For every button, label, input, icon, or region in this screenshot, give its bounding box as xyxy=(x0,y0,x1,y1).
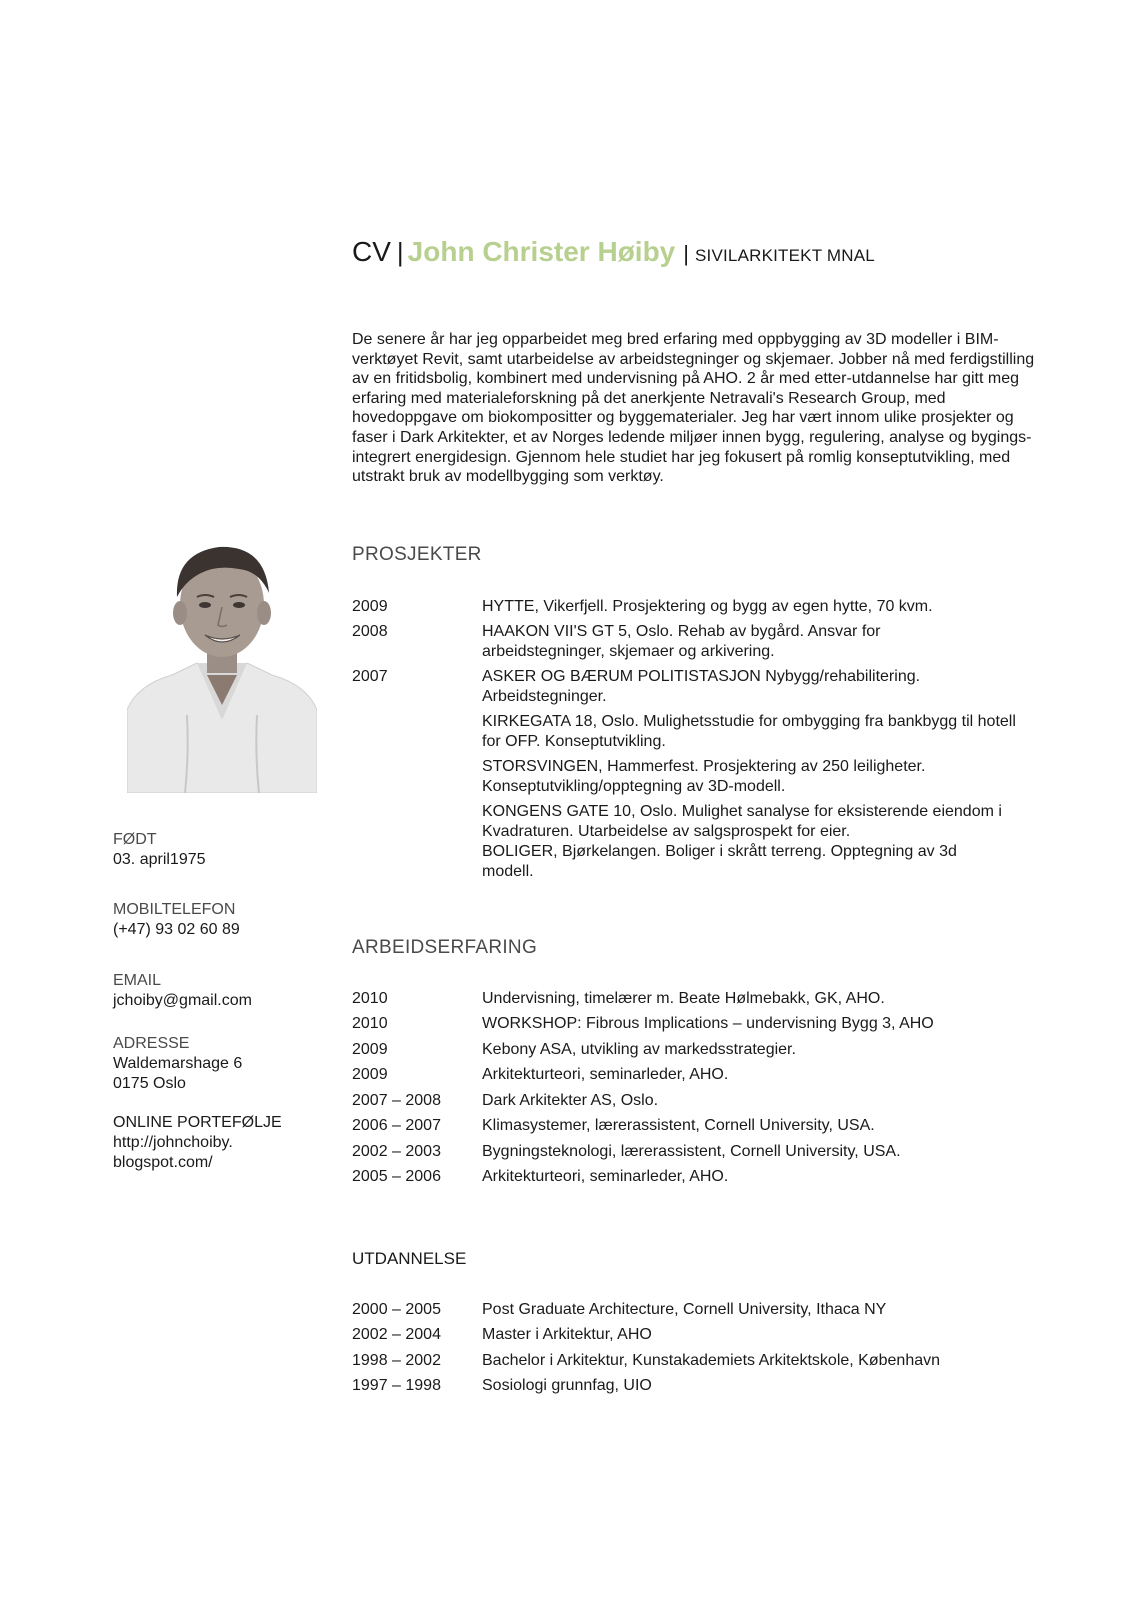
work-year: 2010 xyxy=(352,990,388,1007)
work-year: 2002 – 2003 xyxy=(352,1143,441,1160)
portfolio-link-2[interactable]: blogspot.com/ xyxy=(113,1154,213,1171)
project-text: STORSVINGEN, Hammerfest. Prosjektering av 250 leiligheter. Konseptutvikling/opptegning av 3D-modell. xyxy=(482,758,926,795)
section-work-title: ARBEIDSERFARING xyxy=(352,937,538,958)
section-education-title: UTDANNELSE xyxy=(352,1249,467,1268)
section-projects-title: PROSJEKTER xyxy=(352,544,482,565)
project-text: BOLIGER, Bjørkelangen. Boliger i skrått terreng. Opptegning av 3d modell. xyxy=(482,843,957,880)
title-separator: | xyxy=(396,237,404,267)
address-line-2: 0175 Oslo xyxy=(113,1075,186,1092)
project-year: 2009 xyxy=(352,598,388,615)
sidebar-portfolio xyxy=(113,1113,282,1173)
work-year: 2009 xyxy=(352,1041,388,1058)
work-text: Klimasystemer, lærerassistent, Cornell University, USA. xyxy=(482,1117,875,1134)
education-text: Post Graduate Architecture, Cornell University, Ithaca NY xyxy=(482,1301,887,1318)
cv-label: CV xyxy=(352,236,391,267)
person-role: SIVILARKITEKT MNAL xyxy=(694,246,875,265)
project-text: KIRKEGATA 18, Oslo. Mulighetsstudie for ombygging fra bankbygg til hotell for OFP. Konseptutvikling. xyxy=(482,713,1016,750)
address-line-1: Waldemarshage 6 xyxy=(113,1055,243,1072)
address-label: ADRESSE xyxy=(113,1035,190,1052)
project-year: 2007 xyxy=(352,668,388,685)
work-year: 2005 – 2006 xyxy=(352,1168,441,1185)
sidebar-email xyxy=(113,971,252,1011)
work-text: Undervisning, timelærer m. Beate Hølmebakk, GK, AHO. xyxy=(482,990,885,1007)
project-year: 2008 xyxy=(352,623,388,640)
project-text: HYTTE, Vikerfjell. Prosjektering og bygg av egen hytte, 70 kvm. xyxy=(482,598,933,615)
born-value: 03. april1975 xyxy=(113,851,206,868)
education-year: 1997 – 1998 xyxy=(352,1377,441,1394)
work-text: Bygningsteknologi, lærerassistent, Cornell University, USA. xyxy=(482,1143,901,1160)
work-year: 2006 – 2007 xyxy=(352,1117,441,1134)
email-value: jchoiby@gmail.com xyxy=(113,992,252,1009)
sidebar-born xyxy=(113,830,206,870)
work-text: Arkitekturteori, seminarleder, AHO. xyxy=(482,1168,729,1185)
cv-title xyxy=(352,236,875,268)
education-text: Sosiologi grunnfag, UIO xyxy=(482,1377,652,1394)
project-text: ASKER OG BÆRUM POLITISTASJON Nybygg/rehabilitering. Arbeidstegninger. xyxy=(482,668,921,705)
profile-photo xyxy=(127,535,317,793)
education-text: Master i Arkitektur, AHO xyxy=(482,1326,652,1343)
sidebar-address xyxy=(113,1034,242,1094)
work-text: WORKSHOP: Fibrous Implications – undervisning Bygg 3, AHO xyxy=(482,1015,934,1032)
work-year: 2010 xyxy=(352,1015,388,1032)
email-label: EMAIL xyxy=(113,972,162,989)
portfolio-link-1[interactable]: http://johnchoiby. xyxy=(113,1134,233,1151)
intro-paragraph: De senere år har jeg opparbeidet meg bred erfaring med oppbygging av 3D modeller i BIM-verktøyet Revit, samt utarbeidelse av arbeidstegninger og skjemaer. Jobber nå med ferdigstilling av en fritidsbolig, kombinert med undervisning på AHO. 2 år med etter-utdannelse har gitt meg erfaring med materialeforskning på det anerkjente Netravali's Research Group, med hovedoppgave om biokompositter og byggematerialer. Jeg har vært innom ulike prosjekter og faser i Dark Arkitekter, et av Norges ledende miljøer innen bygg, regulering, analyse og bygings-integrert energidesign. Gjennom hele studiet har jeg fokusert på romlig konseptutvikling, med utstrakt bruk av modellbygging som verktøy. xyxy=(352,331,1035,486)
sidebar-phone xyxy=(113,900,240,940)
phone-value: (+47) 93 02 60 89 xyxy=(113,921,240,938)
work-year: 2007 – 2008 xyxy=(352,1092,441,1109)
project-text: HAAKON VII'S GT 5, Oslo. Rehab av bygård. Ansvar for arbeidstegninger, skjemaer og arkivering. xyxy=(482,623,881,660)
project-text: KONGENS GATE 10, Oslo. Mulighet sanalyse for eksisterende eiendom i Kvadraturen. Utarbeidelse av salgsprospekt for eier. xyxy=(482,803,1002,840)
education-year: 2002 – 2004 xyxy=(352,1326,441,1343)
work-text: Arkitekturteori, seminarleder, AHO. xyxy=(482,1066,729,1083)
person-name: John Christer Høiby xyxy=(407,236,676,267)
education-text: Bachelor i Arkitektur, Kunstakademiets Arkitektskole, København xyxy=(482,1352,941,1369)
phone-label: MOBILTELEFON xyxy=(113,901,236,918)
education-year: 2000 – 2005 xyxy=(352,1301,441,1318)
born-label: FØDT xyxy=(113,831,157,848)
work-year: 2009 xyxy=(352,1066,388,1083)
education-year: 1998 – 2002 xyxy=(352,1352,441,1369)
portfolio-label: ONLINE PORTEFØLJE xyxy=(113,1114,282,1131)
work-text: Kebony ASA, utvikling av markedsstrategier. xyxy=(482,1041,796,1058)
title-separator-2: | xyxy=(683,241,689,266)
work-text: Dark Arkitekter AS, Oslo. xyxy=(482,1092,659,1109)
